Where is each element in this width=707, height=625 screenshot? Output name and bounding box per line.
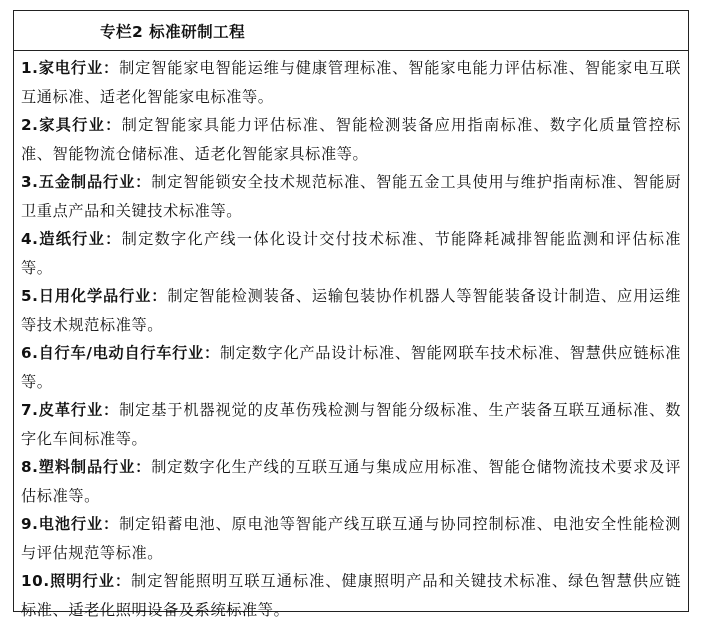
item-text: 制定智能家电智能运维与健康管理标准、智能家电能力评估标准、智能家电互联互通标准、适老化智能家电标准等。 — [21, 59, 681, 106]
item-text: 制定智能锁安全技术规范标准、智能五金工具使用与维护指南标准、智能厨卫重点产品和关键技术标准等。 — [21, 173, 681, 220]
item-label: 10.照明行业： — [21, 572, 132, 590]
item-label: 1.家电行业： — [21, 59, 120, 77]
item-text: 制定智能检测装备、运输包装协作机器人等智能装备设计制造、应用运维等技术规范标准等。 — [21, 287, 682, 334]
list-item — [21, 396, 681, 453]
item-text: 制定智能照明互联互通标准、健康照明产品和关键技术标准、绿色智慧供应链标准、适老化照明设备及系统标准等。 — [21, 572, 681, 619]
list-item — [21, 225, 681, 282]
item-label: 4.造纸行业： — [21, 230, 122, 248]
item-text: 制定铅蓄电池、原电池等智能产线互联互通与协同控制标准、电池安全性能检测与评估规范等标准。 — [21, 515, 681, 562]
list-item — [21, 282, 681, 339]
list-item — [21, 339, 681, 396]
standards-column-box — [13, 10, 689, 619]
list-item — [21, 453, 681, 510]
item-text: 制定数字化产线一体化设计交付技术标准、节能降耗减排智能监测和评估标准等。 — [21, 230, 681, 277]
list-item — [21, 111, 681, 168]
list-item — [21, 510, 681, 567]
item-text: 制定数字化生产线的互联互通与集成应用标准、智能仓储物流技术要求及评估标准等。 — [21, 458, 681, 505]
item-text: 制定数字化产品设计标准、智能网联车技术标准、智慧供应链标准等。 — [21, 344, 681, 391]
item-label: 5.日用化学品行业： — [21, 287, 168, 305]
item-label: 7.皮革行业： — [21, 401, 120, 419]
box-header — [14, 11, 688, 51]
industry-list — [14, 51, 688, 624]
item-label: 2.家具行业： — [21, 116, 122, 134]
list-item — [21, 567, 681, 624]
list-item — [21, 168, 681, 225]
item-label: 8.塑料制品行业： — [21, 458, 152, 476]
list-item — [21, 54, 681, 111]
item-text: 制定智能家具能力评估标准、智能检测装备应用指南标准、数字化质量管控标准、智能物流仓储标准、适老化智能家具标准等。 — [21, 116, 681, 163]
box-title: 专栏2 标准研制工程 — [100, 22, 246, 41]
item-label: 6.自行车/电动自行车行业： — [21, 344, 220, 362]
item-label: 9.电池行业： — [21, 515, 120, 533]
item-text: 制定基于机器视觉的皮革伤残检测与智能分级标准、生产装备互联互通标准、数字化车间标准等。 — [21, 401, 681, 448]
item-label: 3.五金制品行业： — [21, 173, 152, 191]
